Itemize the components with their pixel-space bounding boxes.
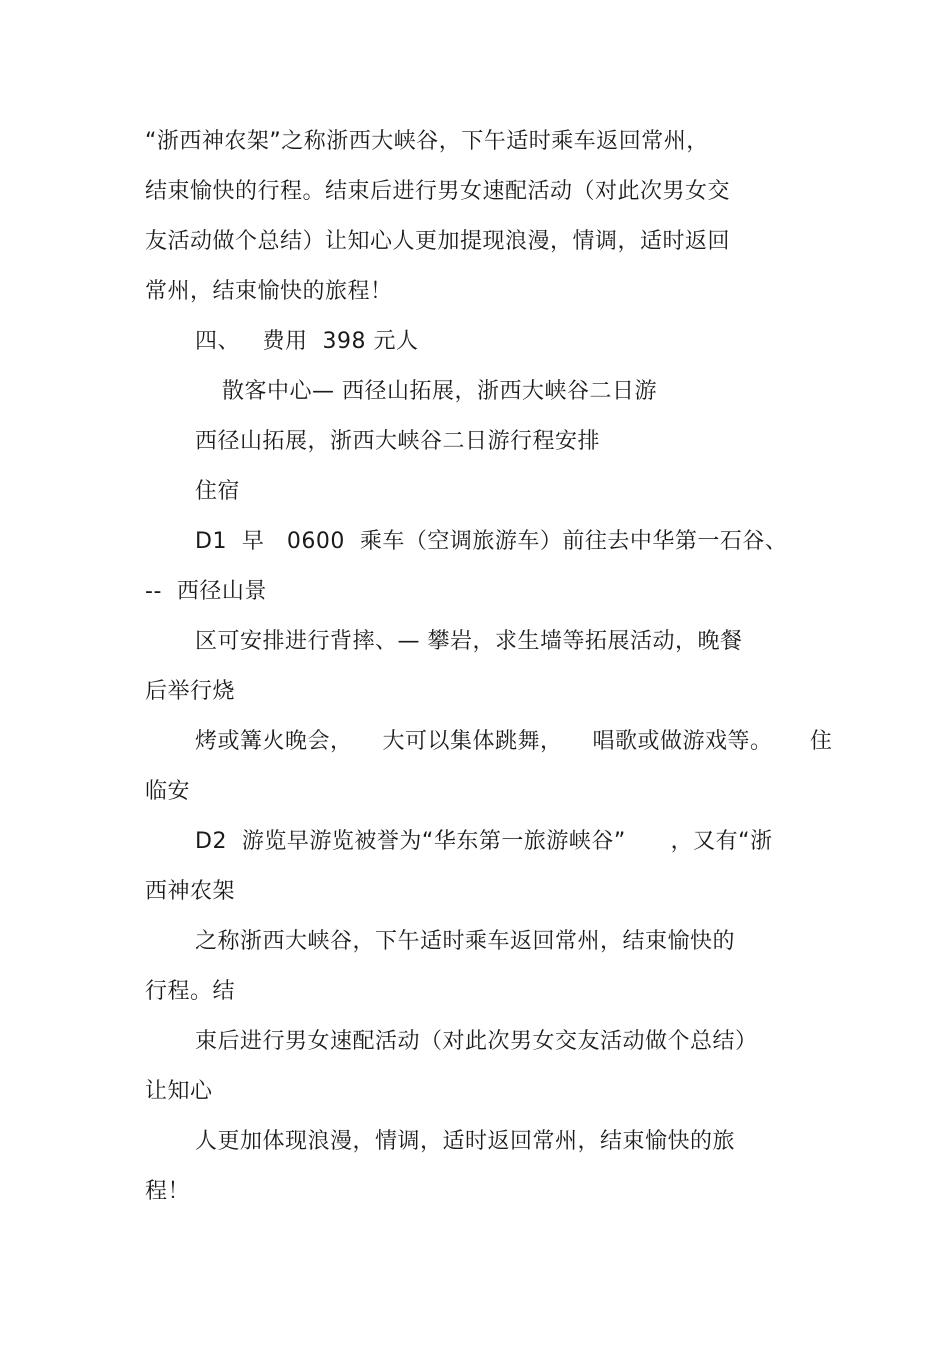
day2-line-6: 让知心	[145, 1079, 213, 1104]
day2-line-8: 程！	[145, 1179, 191, 1204]
text-line-4: 常州，结束愉快的旅程！	[145, 279, 393, 304]
text-line-8: 住宿	[195, 479, 241, 504]
text-line-3: 友活动做个总结）让知心人更加提现浪漫，情调，适时返回	[145, 229, 731, 254]
day2-line-5: 束后进行男女速配活动（对此次男女交友活动做个总结）	[195, 1029, 758, 1054]
day1-line-6: 临安	[145, 779, 191, 804]
day1-line-5: 烤或篝火晚会， 大可以集体跳舞， 唱歌或做游戏等。 住	[195, 729, 833, 754]
text-line-2: 结束愉快的行程。结束后进行男女速配活动（对此次男女交	[145, 179, 731, 204]
itinerary-title: 西径山拓展，浙西大峡谷二日游行程安排	[195, 429, 601, 454]
day2-line-3: 之称浙西大峡谷，下午适时乘车返回常州，结束愉快的	[195, 929, 736, 954]
text-line-1: “浙西神农架”之称浙西大峡谷，下午适时乘车返回常州，	[145, 129, 709, 154]
day1-line-1: D1 早 0600 乘车（空调旅游车）前往去中华第一石谷、	[195, 529, 788, 554]
day1-line-4: 后举行烧	[145, 679, 236, 704]
day1-line-2: -- 西径山景	[145, 579, 267, 604]
text-line-6: 散客中心— 西径山拓展，浙西大峡谷二日游	[222, 379, 657, 404]
day2-line-1: D2 游览早游览被誉为“华东第一旅游峡谷” ，又有“浙	[195, 829, 773, 854]
day1-line-3: 区可安排进行背摔、— 攀岩，求生墙等拓展活动，晚餐	[195, 629, 743, 654]
section-heading-fee: 四、 费用 398 元人	[195, 329, 419, 354]
day2-line-2: 西神农架	[145, 879, 236, 904]
day2-line-4: 行程。结	[145, 979, 236, 1004]
day2-line-7: 人更加体现浪漫，情调，适时返回常州，结束愉快的旅	[195, 1129, 736, 1154]
